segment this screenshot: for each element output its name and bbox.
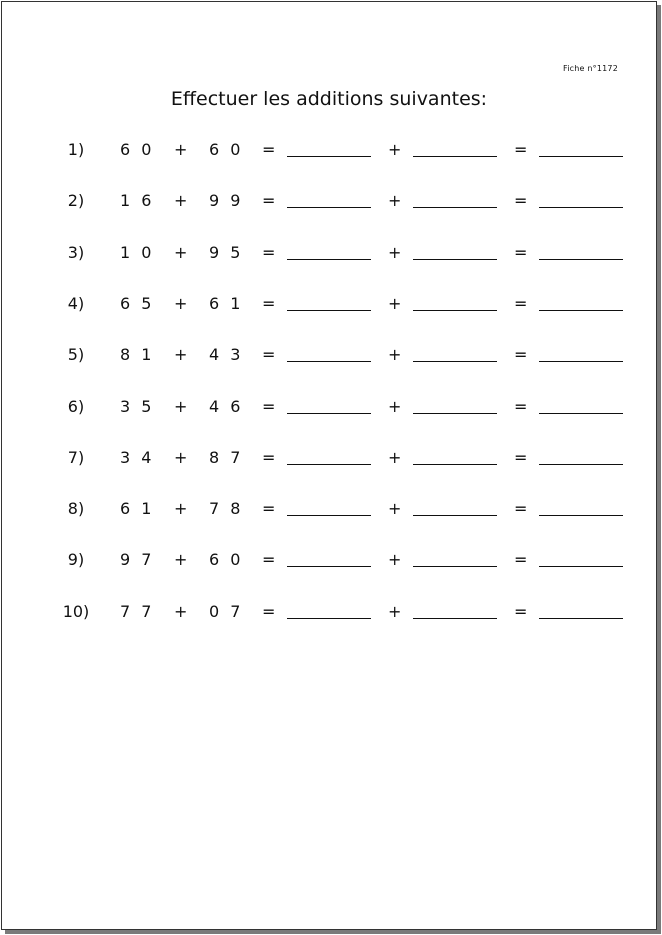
equals-sign: = xyxy=(262,293,276,313)
second-operand: 4 3 xyxy=(209,345,244,365)
answer-blank-2[interactable] xyxy=(413,515,497,516)
equals-sign: = xyxy=(514,396,528,416)
answer-blank-2[interactable] xyxy=(413,361,497,362)
equals-sign: = xyxy=(514,191,528,211)
plus-sign: + xyxy=(388,396,402,416)
plus-sign: + xyxy=(388,601,402,621)
exercise-number: 2) xyxy=(67,191,85,211)
plus-sign: + xyxy=(174,601,188,621)
exercise-row xyxy=(2,140,656,170)
equals-sign: = xyxy=(514,601,528,621)
answer-blank-1[interactable] xyxy=(287,566,371,567)
second-operand: 9 9 xyxy=(209,191,244,211)
first-operand: 1 0 xyxy=(120,242,155,262)
answer-blank-3[interactable] xyxy=(539,361,623,362)
equals-sign: = xyxy=(514,140,528,159)
plus-sign: + xyxy=(174,293,188,313)
answer-blank-3[interactable] xyxy=(539,310,623,311)
first-operand: 1 6 xyxy=(120,191,155,211)
answer-blank-3[interactable] xyxy=(539,566,623,567)
second-operand: 9 5 xyxy=(209,242,244,262)
first-operand: 6 0 xyxy=(120,140,155,159)
equals-sign: = xyxy=(262,601,276,621)
answer-blank-1[interactable] xyxy=(287,361,371,362)
exercise-row xyxy=(2,191,656,221)
plus-sign: + xyxy=(174,396,188,416)
fiche-number: Fiche n°1172 xyxy=(562,64,618,73)
plus-sign: + xyxy=(174,550,188,570)
equals-sign: = xyxy=(262,191,276,211)
answer-blank-2[interactable] xyxy=(413,618,497,619)
answer-blank-1[interactable] xyxy=(287,259,371,260)
answer-blank-1[interactable] xyxy=(287,618,371,619)
equals-sign: = xyxy=(262,345,276,365)
equals-sign: = xyxy=(514,242,528,262)
exercise-number: 4) xyxy=(67,293,85,313)
exercise-row xyxy=(2,448,656,478)
plus-sign: + xyxy=(388,550,402,570)
plus-sign: + xyxy=(388,447,402,467)
plus-sign: + xyxy=(388,499,402,519)
exercise-number: 10) xyxy=(62,601,90,621)
exercise-row xyxy=(2,243,656,273)
exercise-number: 8) xyxy=(67,499,85,519)
answer-blank-2[interactable] xyxy=(413,310,497,311)
plus-sign: + xyxy=(388,191,402,211)
answer-blank-2[interactable] xyxy=(413,156,497,157)
answer-blank-1[interactable] xyxy=(287,515,371,516)
exercise-row xyxy=(2,602,656,632)
page-title: Effectuer les additions suivantes: xyxy=(170,88,488,110)
answer-blank-2[interactable] xyxy=(413,566,497,567)
equals-sign: = xyxy=(514,499,528,519)
plus-sign: + xyxy=(388,293,402,313)
exercise-row xyxy=(2,345,656,375)
answer-blank-3[interactable] xyxy=(539,259,623,260)
plus-sign: + xyxy=(174,140,188,159)
answer-blank-1[interactable] xyxy=(287,156,371,157)
equals-sign: = xyxy=(262,550,276,570)
second-operand: 0 7 xyxy=(209,601,244,621)
exercise-number: 7) xyxy=(67,447,85,467)
exercise-row xyxy=(2,397,656,427)
equals-sign: = xyxy=(262,140,276,159)
equals-sign: = xyxy=(514,345,528,365)
plus-sign: + xyxy=(388,140,402,159)
plus-sign: + xyxy=(174,345,188,365)
first-operand: 3 4 xyxy=(120,447,155,467)
first-operand: 3 5 xyxy=(120,396,155,416)
worksheet-page xyxy=(1,1,657,930)
answer-blank-2[interactable] xyxy=(413,259,497,260)
exercise-row xyxy=(2,499,656,529)
first-operand: 8 1 xyxy=(120,345,155,365)
equals-sign: = xyxy=(262,499,276,519)
exercise-number: 9) xyxy=(67,550,85,570)
plus-sign: + xyxy=(174,499,188,519)
first-operand: 9 7 xyxy=(120,550,155,570)
exercise-number: 6) xyxy=(67,396,85,416)
answer-blank-1[interactable] xyxy=(287,464,371,465)
plus-sign: + xyxy=(174,191,188,211)
second-operand: 6 0 xyxy=(209,550,244,570)
plus-sign: + xyxy=(174,242,188,262)
exercise-number: 5) xyxy=(67,345,85,365)
answer-blank-2[interactable] xyxy=(413,207,497,208)
second-operand: 4 6 xyxy=(209,396,244,416)
second-operand: 6 1 xyxy=(209,293,244,313)
second-operand: 7 8 xyxy=(209,499,244,519)
equals-sign: = xyxy=(262,396,276,416)
plus-sign: + xyxy=(388,345,402,365)
equals-sign: = xyxy=(514,550,528,570)
answer-blank-1[interactable] xyxy=(287,207,371,208)
exercise-row xyxy=(2,294,656,324)
answer-blank-1[interactable] xyxy=(287,413,371,414)
second-operand: 8 7 xyxy=(209,447,244,467)
second-operand: 6 0 xyxy=(209,140,244,159)
exercise-row xyxy=(2,550,656,580)
answer-blank-2[interactable] xyxy=(413,464,497,465)
plus-sign: + xyxy=(388,242,402,262)
plus-sign: + xyxy=(174,447,188,467)
answer-blank-3[interactable] xyxy=(539,207,623,208)
exercise-number: 3) xyxy=(67,242,85,262)
exercise-number: 1) xyxy=(67,140,85,159)
equals-sign: = xyxy=(262,242,276,262)
first-operand: 6 5 xyxy=(120,293,155,313)
equals-sign: = xyxy=(262,447,276,467)
answer-blank-3[interactable] xyxy=(539,156,623,157)
answer-blank-1[interactable] xyxy=(287,310,371,311)
first-operand: 6 1 xyxy=(120,499,155,519)
answer-blank-3[interactable] xyxy=(539,618,623,619)
answer-blank-3[interactable] xyxy=(539,413,623,414)
answer-blank-3[interactable] xyxy=(539,515,623,516)
answer-blank-2[interactable] xyxy=(413,413,497,414)
equals-sign: = xyxy=(514,293,528,313)
first-operand: 7 7 xyxy=(120,601,155,621)
answer-blank-3[interactable] xyxy=(539,464,623,465)
equals-sign: = xyxy=(514,447,528,467)
